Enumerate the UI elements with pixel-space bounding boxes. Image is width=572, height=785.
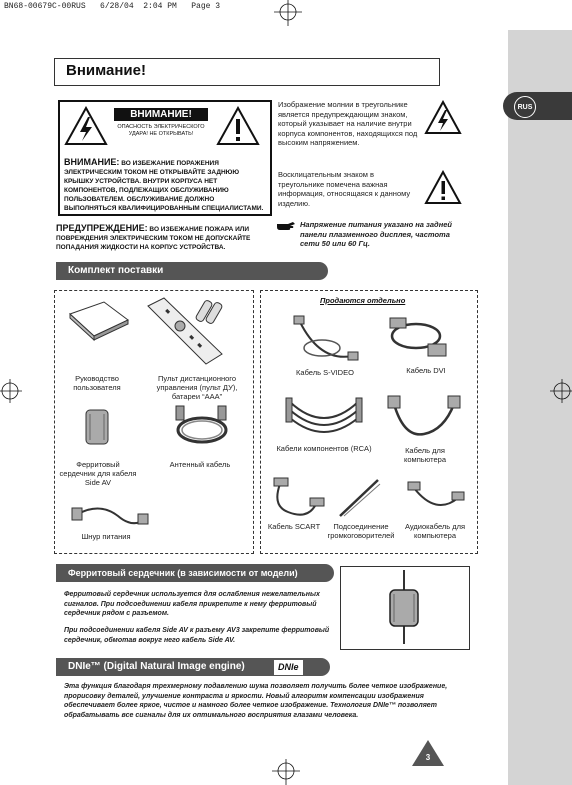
lightning-triangle-icon — [424, 100, 462, 136]
exclamation-note: Восклицательным знаком в треугольнике помечена важная информация, относящаяся к данному изделию. — [278, 170, 411, 208]
audio-cable-illustration — [406, 476, 466, 520]
antenna-caption: Антенный кабель — [169, 460, 231, 469]
sold-separately-label: Продаются отдельно — [320, 296, 406, 305]
dnie-body: Эта функция благодаря трехмерному подавлению шума позволяет получить более четкое изображение, прорисовку деталей, улучшение контраста и яркости. Новый алгоритм компенсации изображения обеспечивает более яркое, чистое и намного более четкое изображение. Технология DNIe™ позволяет обрабатывать все сигналы для их оптимального восприятия глазами человека. — [64, 683, 448, 719]
registration-mark-icon — [548, 376, 572, 406]
dnie-heading-prefix: DNIe™ ( — [68, 661, 107, 672]
ferrite-paragraph-2: При подсоединении кабеля Side AV к разъему AV3 закрепите ферритовый сердечник, обмотав вокруг него кабель Side AV. — [64, 627, 330, 644]
manual-illustration — [68, 300, 130, 344]
kit-heading: Комплект поставки — [56, 262, 328, 280]
warning-panel-subtitle: ОПАСНОСТЬ ЭЛЕКТРИЧЕСКОГО УДАРА! НЕ ОТКРЫВАТЬ! — [117, 124, 205, 137]
svideo-caption: Кабель S-VIDEO — [296, 368, 354, 377]
language-badge: RUS — [514, 96, 536, 118]
lightning-note: Изображение молнии в треугольнике является предупреждающим знаком, который указывает на наличие внутри корпуса компонентов, находящихся под высоким напряжением. — [278, 100, 418, 147]
pointing-hand-icon — [276, 220, 296, 232]
speaker-caption: Подсоединение громкоговорителей — [327, 522, 395, 540]
pc-cable-caption: Кабель для компьютера — [404, 446, 446, 464]
power-cord-illustration — [70, 498, 150, 532]
exclamation-triangle-icon — [216, 106, 260, 146]
scart-cable-illustration — [268, 476, 328, 520]
voltage-note: Напряжение питания указано на задней панели плазменного дисплея, частота сети 50 или 60 Гц. — [300, 220, 452, 248]
ferrite-heading: Ферритовый сердечник (в зависимости от модели) — [56, 564, 334, 582]
exclamation-triangle-icon — [424, 170, 462, 206]
registration-mark-icon — [270, 0, 306, 28]
ferrite-paragraph-1: Ферритовый сердечник используется для ослабления нежелательных сигналов. При подсоединении кабеля прикрепите к нему ферритовый сердечник рядом с разъемом. — [64, 591, 320, 617]
remote-illustration — [144, 296, 228, 372]
ferrite-core-illustration — [342, 568, 466, 646]
scart-caption: Кабель SCART — [267, 522, 321, 531]
ferrite-core-illustration — [78, 404, 118, 450]
page-number: 3 — [425, 753, 431, 762]
svideo-cable-illustration — [290, 312, 360, 366]
caution-body — [56, 224, 270, 252]
registration-mark-icon — [0, 376, 24, 406]
side-band — [508, 30, 572, 785]
pc-cable-illustration — [384, 394, 464, 442]
dvi-cable-illustration — [384, 312, 464, 366]
warning-body-lead: ВНИМАНИЕ: — [64, 157, 120, 167]
dnie-heading-words: Digital Natural Image engine) — [106, 661, 245, 672]
dnie-logo: DNIe — [274, 660, 303, 675]
antenna-cable-illustration — [168, 400, 234, 456]
audio-cable-caption: Аудиокабель для компьютера — [404, 522, 466, 540]
caution-lead: ПРЕДУПРЕЖДЕНИЕ: — [56, 223, 148, 233]
caution-text: ВО ИЗБЕЖАНИЕ ПОЖАРА ИЛИ ПОВРЕЖДЕНИЯ ЭЛЕКТРИЧЕСКИМ ТОКОМ НЕ ДОПУСКАЙТЕ ПОПАДАНИЯ ЖИДКОСТИ НА КОРПУС УСТРОЙСТВА. — [56, 226, 251, 251]
speaker-wire-illustration — [334, 476, 384, 520]
remote-caption: Пульт дистанционного управления (пульт ДУ), батареи “AAA” — [156, 374, 238, 401]
dvi-caption: Кабель DVI — [406, 366, 446, 375]
warning-body-text: ВО ИЗБЕЖАНИЕ ПОРАЖЕНИЯ ЭЛЕКТРИЧЕСКИМ ТОКОМ НЕ ОТКРЫВАЙТЕ ЗАДНЮЮ КРЫШКУ УСТРОЙСТВА. ВНУТРИ КОРПУСА НЕТ КОМПОНЕНТОВ, ПОДЛЕЖАЩИХ ОБСЛУЖИВАНИЮ ПОЛЬЗОВАТЕЛЕМ. ОБСЛУЖИВАНИЕ ДОЛЖНО ВЫПОЛНЯТЬСЯ КВАЛИФИЦИРОВАННЫМ СПЕЦИАЛИСТАМИ. — [64, 160, 264, 212]
manual-caption: Руководство пользователя — [73, 374, 121, 392]
warning-panel-title: ВНИМАНИЕ! — [114, 108, 208, 121]
print-header-line: BN68-00679C-00RUS 6/28/04 2:04 PM Page 3 — [4, 2, 221, 11]
component-cable-illustration — [284, 394, 364, 440]
page-title: Внимание! — [66, 62, 146, 79]
warning-body — [64, 158, 264, 213]
ferrite-side-av-caption: Ферритовый сердечник для кабеля Side AV — [59, 460, 137, 487]
lightning-triangle-icon — [64, 106, 108, 146]
power-cord-caption: Шнур питания — [81, 532, 131, 541]
component-caption: Кабели компонентов (RCA) — [276, 444, 372, 453]
registration-mark-icon — [268, 757, 304, 785]
